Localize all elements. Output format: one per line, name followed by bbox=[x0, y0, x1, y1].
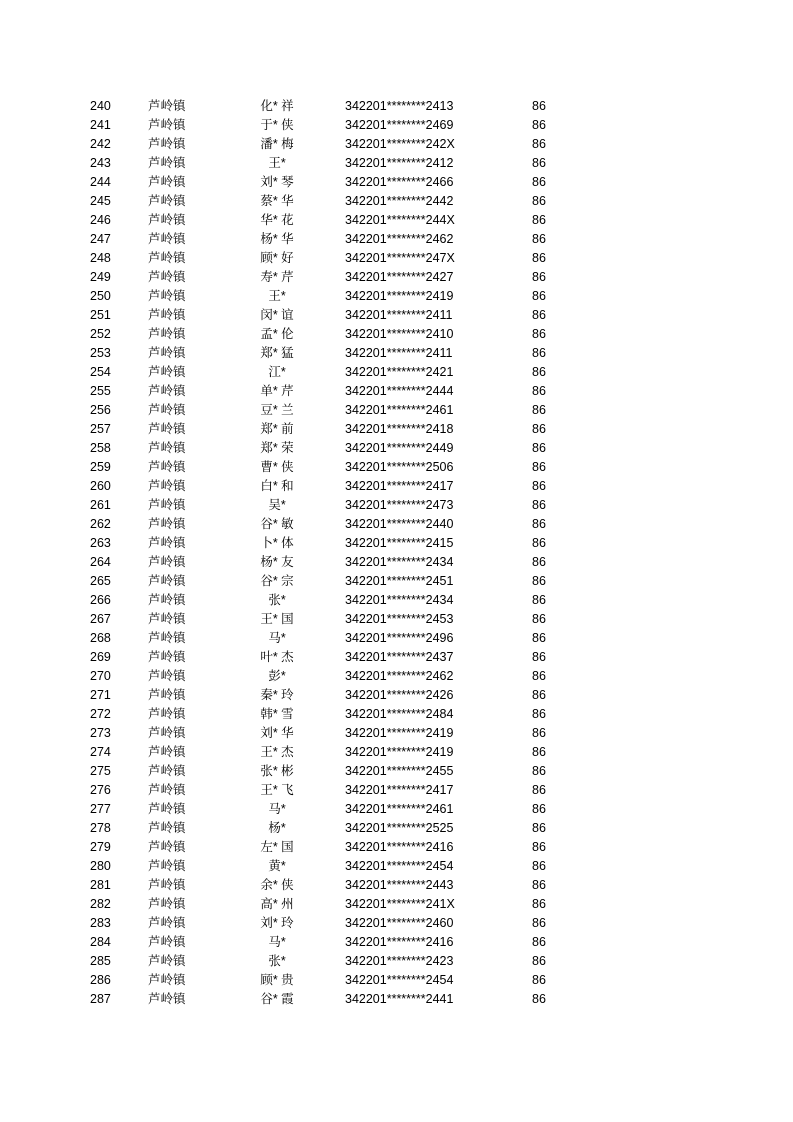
person-name: 黄* bbox=[268, 859, 286, 873]
score-value: 86 bbox=[532, 954, 546, 968]
row-number: 240 bbox=[90, 99, 111, 113]
town-name: 芦岭镇 bbox=[148, 384, 186, 398]
row-number: 247 bbox=[90, 232, 111, 246]
id-number: 342201********2496 bbox=[345, 631, 454, 645]
id-number: 342201********241X bbox=[345, 897, 455, 911]
town-name: 芦岭镇 bbox=[148, 745, 186, 759]
score-value: 86 bbox=[532, 707, 546, 721]
person-name: 杨* 友 bbox=[260, 555, 294, 569]
row-number: 249 bbox=[90, 270, 111, 284]
town-name: 芦岭镇 bbox=[148, 612, 186, 626]
town-name: 芦岭镇 bbox=[148, 498, 186, 512]
person-name: 谷* 敏 bbox=[260, 517, 294, 531]
table-row bbox=[0, 268, 793, 287]
score-value: 86 bbox=[532, 403, 546, 417]
id-number: 342201********2462 bbox=[345, 669, 454, 683]
table-row bbox=[0, 838, 793, 857]
town-name: 芦岭镇 bbox=[148, 840, 186, 854]
table-row bbox=[0, 952, 793, 971]
row-number: 272 bbox=[90, 707, 111, 721]
table-row bbox=[0, 553, 793, 572]
person-name: 马* bbox=[268, 802, 286, 816]
row-number: 258 bbox=[90, 441, 111, 455]
score-value: 86 bbox=[532, 688, 546, 702]
id-number: 342201********2454 bbox=[345, 859, 454, 873]
town-name: 芦岭镇 bbox=[148, 688, 186, 702]
person-name: 高* 州 bbox=[260, 897, 294, 911]
score-value: 86 bbox=[532, 308, 546, 322]
town-name: 芦岭镇 bbox=[148, 327, 186, 341]
person-name: 王* 国 bbox=[260, 612, 294, 626]
id-number: 342201********2413 bbox=[345, 99, 454, 113]
person-name: 谷* 霞 bbox=[260, 992, 294, 1006]
row-number: 255 bbox=[90, 384, 111, 398]
town-name: 芦岭镇 bbox=[148, 289, 186, 303]
score-value: 86 bbox=[532, 441, 546, 455]
id-number: 342201********244X bbox=[345, 213, 455, 227]
person-name: 顾* 好 bbox=[260, 251, 294, 265]
table-row bbox=[0, 477, 793, 496]
row-number: 248 bbox=[90, 251, 111, 265]
score-value: 86 bbox=[532, 460, 546, 474]
row-number: 264 bbox=[90, 555, 111, 569]
table-row bbox=[0, 287, 793, 306]
town-name: 芦岭镇 bbox=[148, 536, 186, 550]
score-value: 86 bbox=[532, 270, 546, 284]
person-name: 韩* 雪 bbox=[260, 707, 294, 721]
person-name: 曹* 侠 bbox=[260, 460, 294, 474]
score-value: 86 bbox=[532, 916, 546, 930]
town-name: 芦岭镇 bbox=[148, 232, 186, 246]
table-row bbox=[0, 781, 793, 800]
row-number: 279 bbox=[90, 840, 111, 854]
row-number: 266 bbox=[90, 593, 111, 607]
row-number: 257 bbox=[90, 422, 111, 436]
table-row bbox=[0, 249, 793, 268]
person-name: 张* bbox=[268, 593, 286, 607]
table-row bbox=[0, 420, 793, 439]
score-value: 86 bbox=[532, 593, 546, 607]
score-value: 86 bbox=[532, 726, 546, 740]
score-value: 86 bbox=[532, 973, 546, 987]
row-number: 261 bbox=[90, 498, 111, 512]
row-number: 278 bbox=[90, 821, 111, 835]
score-value: 86 bbox=[532, 384, 546, 398]
town-name: 芦岭镇 bbox=[148, 346, 186, 360]
person-name: 郑* 荣 bbox=[260, 441, 294, 455]
row-number: 270 bbox=[90, 669, 111, 683]
town-name: 芦岭镇 bbox=[148, 156, 186, 170]
score-value: 86 bbox=[532, 175, 546, 189]
score-value: 86 bbox=[532, 631, 546, 645]
town-name: 芦岭镇 bbox=[148, 175, 186, 189]
person-name: 叶* 杰 bbox=[260, 650, 294, 664]
id-number: 342201********2442 bbox=[345, 194, 454, 208]
person-name: 余* 侠 bbox=[260, 878, 294, 892]
person-name: 杨* bbox=[268, 821, 286, 835]
id-number: 342201********247X bbox=[345, 251, 455, 265]
town-name: 芦岭镇 bbox=[148, 213, 186, 227]
person-name: 王* bbox=[268, 156, 286, 170]
score-value: 86 bbox=[532, 555, 546, 569]
table-row bbox=[0, 933, 793, 952]
row-number: 262 bbox=[90, 517, 111, 531]
table-row bbox=[0, 686, 793, 705]
town-name: 芦岭镇 bbox=[148, 669, 186, 683]
row-number: 263 bbox=[90, 536, 111, 550]
town-name: 芦岭镇 bbox=[148, 802, 186, 816]
score-value: 86 bbox=[532, 517, 546, 531]
score-value: 86 bbox=[532, 137, 546, 151]
table-row bbox=[0, 211, 793, 230]
town-name: 芦岭镇 bbox=[148, 555, 186, 569]
person-name: 张* bbox=[268, 954, 286, 968]
town-name: 芦岭镇 bbox=[148, 859, 186, 873]
id-number: 342201********2441 bbox=[345, 992, 454, 1006]
person-name: 寿* 芹 bbox=[260, 270, 294, 284]
town-name: 芦岭镇 bbox=[148, 441, 186, 455]
table-row bbox=[0, 990, 793, 1009]
table-row bbox=[0, 173, 793, 192]
score-value: 86 bbox=[532, 878, 546, 892]
row-number: 265 bbox=[90, 574, 111, 588]
row-number: 243 bbox=[90, 156, 111, 170]
id-number: 342201********2449 bbox=[345, 441, 454, 455]
person-name: 吴* bbox=[268, 498, 286, 512]
town-name: 芦岭镇 bbox=[148, 821, 186, 835]
row-number: 275 bbox=[90, 764, 111, 778]
row-number: 241 bbox=[90, 118, 111, 132]
town-name: 芦岭镇 bbox=[148, 973, 186, 987]
table-row bbox=[0, 363, 793, 382]
score-value: 86 bbox=[532, 764, 546, 778]
table-row bbox=[0, 895, 793, 914]
row-number: 281 bbox=[90, 878, 111, 892]
table-row bbox=[0, 800, 793, 819]
row-number: 253 bbox=[90, 346, 111, 360]
row-number: 244 bbox=[90, 175, 111, 189]
id-number: 342201********2421 bbox=[345, 365, 454, 379]
table-row bbox=[0, 496, 793, 515]
town-name: 芦岭镇 bbox=[148, 479, 186, 493]
town-name: 芦岭镇 bbox=[148, 726, 186, 740]
id-number: 342201********2434 bbox=[345, 555, 454, 569]
table-row bbox=[0, 135, 793, 154]
town-name: 芦岭镇 bbox=[148, 878, 186, 892]
row-number: 245 bbox=[90, 194, 111, 208]
town-name: 芦岭镇 bbox=[148, 992, 186, 1006]
town-name: 芦岭镇 bbox=[148, 916, 186, 930]
id-number: 342201********2466 bbox=[345, 175, 454, 189]
id-number: 342201********2416 bbox=[345, 935, 454, 949]
row-number: 280 bbox=[90, 859, 111, 873]
town-name: 芦岭镇 bbox=[148, 897, 186, 911]
table-row bbox=[0, 591, 793, 610]
row-number: 267 bbox=[90, 612, 111, 626]
table-row bbox=[0, 857, 793, 876]
table-row bbox=[0, 97, 793, 116]
score-value: 86 bbox=[532, 935, 546, 949]
score-value: 86 bbox=[532, 327, 546, 341]
score-value: 86 bbox=[532, 422, 546, 436]
id-number: 342201********2423 bbox=[345, 954, 454, 968]
score-value: 86 bbox=[532, 650, 546, 664]
score-value: 86 bbox=[532, 992, 546, 1006]
person-name: 豆* 兰 bbox=[260, 403, 294, 417]
row-number: 283 bbox=[90, 916, 111, 930]
person-name: 蔡* 华 bbox=[260, 194, 294, 208]
score-value: 86 bbox=[532, 669, 546, 683]
town-name: 芦岭镇 bbox=[148, 783, 186, 797]
id-number: 342201********2419 bbox=[345, 289, 454, 303]
row-number: 242 bbox=[90, 137, 111, 151]
town-name: 芦岭镇 bbox=[148, 365, 186, 379]
person-name: 马* bbox=[268, 631, 286, 645]
person-name: 单* 芹 bbox=[260, 384, 294, 398]
id-number: 342201********2434 bbox=[345, 593, 454, 607]
person-name: 秦* 玲 bbox=[260, 688, 294, 702]
table-row bbox=[0, 306, 793, 325]
person-name: 左* 国 bbox=[260, 840, 294, 854]
row-number: 246 bbox=[90, 213, 111, 227]
score-value: 86 bbox=[532, 498, 546, 512]
id-number: 342201********2410 bbox=[345, 327, 454, 341]
id-number: 342201********2415 bbox=[345, 536, 454, 550]
id-number: 342201********2484 bbox=[345, 707, 454, 721]
id-number: 342201********2525 bbox=[345, 821, 454, 835]
table-row bbox=[0, 458, 793, 477]
table-row bbox=[0, 572, 793, 591]
score-value: 86 bbox=[532, 859, 546, 873]
id-number: 342201********2418 bbox=[345, 422, 454, 436]
town-name: 芦岭镇 bbox=[148, 517, 186, 531]
row-number: 254 bbox=[90, 365, 111, 379]
table-row bbox=[0, 534, 793, 553]
id-number: 342201********2412 bbox=[345, 156, 454, 170]
score-value: 86 bbox=[532, 213, 546, 227]
town-name: 芦岭镇 bbox=[148, 935, 186, 949]
person-name: 卜* 体 bbox=[260, 536, 294, 550]
row-number: 269 bbox=[90, 650, 111, 664]
row-number: 259 bbox=[90, 460, 111, 474]
id-number: 342201********2440 bbox=[345, 517, 454, 531]
person-name: 孟* 伦 bbox=[260, 327, 294, 341]
row-number: 252 bbox=[90, 327, 111, 341]
row-number: 286 bbox=[90, 973, 111, 987]
table-row bbox=[0, 724, 793, 743]
row-number: 251 bbox=[90, 308, 111, 322]
town-name: 芦岭镇 bbox=[148, 631, 186, 645]
score-value: 86 bbox=[532, 574, 546, 588]
table-row bbox=[0, 705, 793, 724]
town-name: 芦岭镇 bbox=[148, 593, 186, 607]
score-value: 86 bbox=[532, 745, 546, 759]
table-row bbox=[0, 876, 793, 895]
id-number: 342201********2417 bbox=[345, 783, 454, 797]
person-name: 郑* 前 bbox=[260, 422, 294, 436]
person-name: 江* bbox=[268, 365, 286, 379]
person-name: 顾* 贵 bbox=[260, 973, 294, 987]
town-name: 芦岭镇 bbox=[148, 954, 186, 968]
id-number: 342201********2461 bbox=[345, 403, 454, 417]
row-number: 287 bbox=[90, 992, 111, 1006]
id-number: 342201********2460 bbox=[345, 916, 454, 930]
person-name: 华* 花 bbox=[260, 213, 294, 227]
id-number: 342201********2437 bbox=[345, 650, 454, 664]
town-name: 芦岭镇 bbox=[148, 137, 186, 151]
person-name: 王* 飞 bbox=[260, 783, 294, 797]
id-number: 342201********242X bbox=[345, 137, 455, 151]
person-name: 刘* 玲 bbox=[260, 916, 294, 930]
town-name: 芦岭镇 bbox=[148, 422, 186, 436]
score-value: 86 bbox=[532, 232, 546, 246]
town-name: 芦岭镇 bbox=[148, 99, 186, 113]
row-number: 268 bbox=[90, 631, 111, 645]
score-value: 86 bbox=[532, 156, 546, 170]
person-name: 于* 侠 bbox=[260, 118, 294, 132]
score-value: 86 bbox=[532, 840, 546, 854]
table-row bbox=[0, 667, 793, 686]
table-row bbox=[0, 325, 793, 344]
person-name: 闵* 谊 bbox=[260, 308, 294, 322]
table-row bbox=[0, 192, 793, 211]
row-number: 285 bbox=[90, 954, 111, 968]
person-name: 刘* 琴 bbox=[260, 175, 294, 189]
town-name: 芦岭镇 bbox=[148, 764, 186, 778]
row-number: 276 bbox=[90, 783, 111, 797]
row-number: 274 bbox=[90, 745, 111, 759]
score-value: 86 bbox=[532, 821, 546, 835]
score-value: 86 bbox=[532, 99, 546, 113]
score-value: 86 bbox=[532, 289, 546, 303]
town-name: 芦岭镇 bbox=[148, 251, 186, 265]
id-number: 342201********2416 bbox=[345, 840, 454, 854]
person-name: 谷* 宗 bbox=[260, 574, 294, 588]
town-name: 芦岭镇 bbox=[148, 308, 186, 322]
id-number: 342201********2469 bbox=[345, 118, 454, 132]
person-name: 王* 杰 bbox=[260, 745, 294, 759]
record-list bbox=[0, 97, 793, 1009]
table-row bbox=[0, 610, 793, 629]
person-name: 王* bbox=[268, 289, 286, 303]
score-value: 86 bbox=[532, 479, 546, 493]
town-name: 芦岭镇 bbox=[148, 460, 186, 474]
id-number: 342201********2417 bbox=[345, 479, 454, 493]
id-number: 342201********2453 bbox=[345, 612, 454, 626]
table-row bbox=[0, 439, 793, 458]
row-number: 282 bbox=[90, 897, 111, 911]
table-row bbox=[0, 971, 793, 990]
town-name: 芦岭镇 bbox=[148, 574, 186, 588]
table-row bbox=[0, 401, 793, 420]
id-number: 342201********2455 bbox=[345, 764, 454, 778]
table-row bbox=[0, 515, 793, 534]
town-name: 芦岭镇 bbox=[148, 118, 186, 132]
id-number: 342201********2462 bbox=[345, 232, 454, 246]
score-value: 86 bbox=[532, 612, 546, 626]
table-row bbox=[0, 914, 793, 933]
row-number: 250 bbox=[90, 289, 111, 303]
person-name: 刘* 华 bbox=[260, 726, 294, 740]
row-number: 260 bbox=[90, 479, 111, 493]
person-name: 马* bbox=[268, 935, 286, 949]
town-name: 芦岭镇 bbox=[148, 707, 186, 721]
row-number: 273 bbox=[90, 726, 111, 740]
table-row bbox=[0, 344, 793, 363]
id-number: 342201********2473 bbox=[345, 498, 454, 512]
score-value: 86 bbox=[532, 118, 546, 132]
id-number: 342201********2411 bbox=[345, 346, 453, 360]
table-row bbox=[0, 629, 793, 648]
row-number: 277 bbox=[90, 802, 111, 816]
score-value: 86 bbox=[532, 536, 546, 550]
table-row bbox=[0, 116, 793, 135]
table-row bbox=[0, 154, 793, 173]
id-number: 342201********2454 bbox=[345, 973, 454, 987]
person-name: 潘* 梅 bbox=[260, 137, 294, 151]
table-row bbox=[0, 762, 793, 781]
row-number: 271 bbox=[90, 688, 111, 702]
id-number: 342201********2411 bbox=[345, 308, 453, 322]
score-value: 86 bbox=[532, 194, 546, 208]
person-name: 彭* bbox=[268, 669, 286, 683]
town-name: 芦岭镇 bbox=[148, 270, 186, 284]
id-number: 342201********2506 bbox=[345, 460, 454, 474]
score-value: 86 bbox=[532, 897, 546, 911]
town-name: 芦岭镇 bbox=[148, 650, 186, 664]
score-value: 86 bbox=[532, 251, 546, 265]
id-number: 342201********2419 bbox=[345, 726, 454, 740]
person-name: 白* 和 bbox=[260, 479, 294, 493]
score-value: 86 bbox=[532, 802, 546, 816]
table-row bbox=[0, 230, 793, 249]
score-value: 86 bbox=[532, 346, 546, 360]
table-row bbox=[0, 648, 793, 667]
table-row bbox=[0, 819, 793, 838]
id-number: 342201********2451 bbox=[345, 574, 454, 588]
table-row bbox=[0, 382, 793, 401]
person-name: 化* 祥 bbox=[260, 99, 294, 113]
town-name: 芦岭镇 bbox=[148, 403, 186, 417]
id-number: 342201********2426 bbox=[345, 688, 454, 702]
person-name: 张* 彬 bbox=[260, 764, 294, 778]
id-number: 342201********2461 bbox=[345, 802, 454, 816]
score-value: 86 bbox=[532, 365, 546, 379]
score-value: 86 bbox=[532, 783, 546, 797]
row-number: 284 bbox=[90, 935, 111, 949]
id-number: 342201********2444 bbox=[345, 384, 454, 398]
id-number: 342201********2443 bbox=[345, 878, 454, 892]
table-row bbox=[0, 743, 793, 762]
town-name: 芦岭镇 bbox=[148, 194, 186, 208]
person-name: 郑* 猛 bbox=[260, 346, 294, 360]
id-number: 342201********2419 bbox=[345, 745, 454, 759]
person-name: 杨* 华 bbox=[260, 232, 294, 246]
row-number: 256 bbox=[90, 403, 111, 417]
id-number: 342201********2427 bbox=[345, 270, 454, 284]
